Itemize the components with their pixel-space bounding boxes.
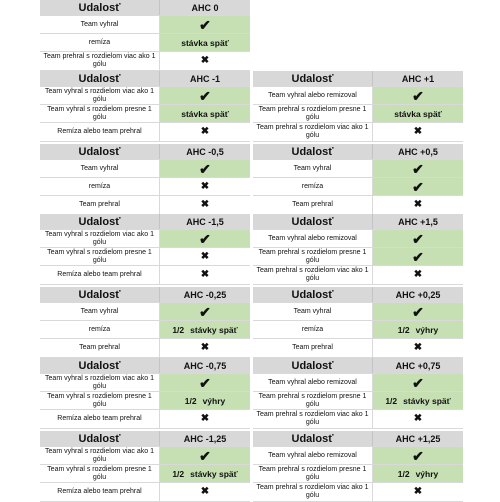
table-header-row [253, 71, 463, 87]
bet-outcome-cell [160, 392, 250, 409]
ahc-line-header: AHC -1 [189, 73, 220, 84]
table-row [40, 16, 250, 34]
table-row [40, 465, 250, 483]
event-description: Team vyhral [40, 160, 160, 177]
table-row [253, 321, 463, 339]
bet-outcome-cell [160, 160, 250, 177]
bet-outcome-cell [160, 16, 250, 33]
bet-outcome-cell [373, 248, 463, 265]
bet-outcome-cell [373, 87, 463, 104]
ahc-line-header: AHC +0,5 [398, 146, 438, 157]
check-icon: ✔ [199, 160, 211, 177]
table-header-row [40, 431, 250, 447]
bet-outcome-cell [373, 483, 463, 501]
table-row [253, 123, 463, 142]
table-header-row [40, 71, 250, 87]
event-description: Team vyhral [253, 160, 373, 177]
event-column-header: Udalosť [253, 287, 373, 302]
event-description: Remíza alebo team prehral [40, 483, 160, 501]
table-row [40, 230, 250, 248]
check-icon: ✔ [412, 160, 424, 177]
table-row [40, 105, 250, 123]
event-description: Team prehral [40, 196, 160, 214]
event-description: remíza [253, 178, 373, 195]
bet-outcome-cell [160, 339, 250, 357]
table-row [40, 303, 250, 321]
table-header-row [40, 358, 250, 374]
bet-outcome-cell [373, 123, 463, 141]
half-fraction: 1/2 [397, 324, 410, 335]
ahc-table [253, 214, 463, 285]
bet-outcome-cell [160, 52, 250, 70]
table-row [40, 321, 250, 339]
ahc-line-header: AHC +1,25 [395, 433, 441, 444]
bet-outcome-cell [160, 321, 250, 338]
ahc-table [253, 431, 463, 502]
ahc-table [40, 71, 250, 142]
ahc-line-header: AHC -1,5 [186, 216, 224, 227]
check-icon: ✔ [199, 374, 211, 391]
table-row [253, 339, 463, 358]
table-header-row [253, 214, 463, 230]
event-description: Team prehral s rozdielom presne 1 gólu [253, 248, 373, 265]
bet-outcome-cell [160, 248, 250, 265]
ahc-table [40, 0, 250, 71]
event-description: Remíza alebo team prehral [40, 410, 160, 428]
event-description: Team vyhral s rozdielom presne 1 gólu [40, 465, 160, 482]
check-icon: ✔ [199, 447, 211, 464]
cross-icon: ✖ [200, 269, 210, 280]
table-row [253, 374, 463, 392]
table-row [40, 248, 250, 266]
cross-icon: ✖ [200, 486, 210, 497]
bet-outcome-cell [160, 230, 250, 247]
check-icon: ✔ [199, 16, 211, 33]
event-column-header: Udalosť [253, 358, 373, 373]
event-description: Team prehral s rozdielom presne 1 gólu [253, 392, 373, 409]
bet-outcome-cell [373, 160, 463, 177]
bet-outcome-cell [373, 230, 463, 247]
event-column-header: Udalosť [40, 71, 160, 86]
ahc-table [253, 287, 463, 358]
table-row [40, 392, 250, 410]
check-icon: ✔ [199, 230, 211, 247]
bet-outcome-cell [373, 321, 463, 338]
table-row [40, 160, 250, 178]
check-icon: ✔ [199, 87, 211, 104]
outcome-text: výhry [415, 468, 439, 479]
event-description: Team vyhral [40, 303, 160, 320]
ahc-line-header: AHC +1,5 [398, 216, 438, 227]
bet-outcome-cell [373, 410, 463, 428]
event-column-header: Udalosť [40, 0, 160, 15]
table-row [40, 339, 250, 358]
event-description: Team vyhral [40, 16, 160, 33]
bet-outcome-cell [373, 178, 463, 195]
cross-icon: ✖ [200, 413, 210, 424]
table-row [40, 34, 250, 52]
bet-outcome-cell [160, 196, 250, 214]
table-row [253, 410, 463, 429]
bet-outcome-cell [373, 465, 463, 482]
check-icon: ✔ [412, 447, 424, 464]
event-description: Team prehral [253, 196, 373, 214]
bet-outcome-cell [160, 465, 250, 482]
outcome-text: stávky späť [190, 324, 238, 335]
table-row [253, 465, 463, 483]
table-row [253, 447, 463, 465]
event-description: Team prehral s rozdielom viac ako 1 gólu [253, 266, 373, 284]
bet-outcome-cell [373, 392, 463, 409]
outcome-text: stávky späť [403, 395, 451, 406]
ahc-table [253, 71, 463, 142]
event-description: Team vyhral s rozdielom presne 1 gólu [40, 105, 160, 122]
event-description: Team vyhral s rozdielom viac ako 1 gólu [40, 447, 160, 464]
event-description: Team prehral s rozdielom viac ako 1 gólu [253, 123, 373, 141]
ahc-line-header: AHC -0,5 [186, 146, 224, 157]
half-fraction: 1/2 [184, 395, 197, 406]
bet-outcome-cell [373, 266, 463, 284]
check-icon: ✔ [412, 248, 424, 265]
table-row [40, 483, 250, 502]
table-row [253, 303, 463, 321]
table-row [40, 410, 250, 429]
event-column-header: Udalosť [253, 71, 373, 86]
event-description: remíza [40, 34, 160, 51]
table-row [40, 178, 250, 196]
ahc-table [40, 144, 250, 215]
bet-outcome-cell [160, 303, 250, 320]
outcome-text: stávka späť [394, 108, 442, 119]
event-column-header: Udalosť [253, 214, 373, 229]
bet-outcome-cell [160, 105, 250, 122]
cross-icon: ✖ [200, 180, 210, 192]
ahc-line-header: AHC -0,25 [183, 289, 227, 300]
table-row [253, 178, 463, 196]
bet-outcome-cell [160, 483, 250, 501]
table-header-row [253, 358, 463, 374]
ahc-table [253, 358, 463, 429]
event-description: Team prehral s rozdielom viac ako 1 gólu [253, 483, 373, 501]
table-row [253, 105, 463, 123]
table-row [253, 483, 463, 502]
ahc-line-header: AHC -1,25 [183, 433, 227, 444]
cross-icon: ✖ [413, 413, 423, 424]
check-icon: ✔ [412, 178, 424, 195]
half-fraction: 1/2 [172, 324, 185, 335]
ahc-table [40, 214, 250, 285]
cross-icon: ✖ [413, 342, 423, 353]
event-description: remíza [40, 178, 160, 195]
event-description: Team prehral s rozdielom presne 1 gólu [253, 465, 373, 482]
bet-outcome-cell [160, 87, 250, 104]
event-description: Team prehral [40, 339, 160, 357]
bet-outcome-cell [373, 105, 463, 122]
event-description: Team vyhral alebo remizoval [253, 374, 373, 391]
event-column-header: Udalosť [253, 431, 373, 446]
event-description: Team vyhral s rozdielom viac ako 1 gólu [40, 230, 160, 247]
check-icon: ✔ [412, 87, 424, 104]
table-row [40, 374, 250, 392]
table-row [253, 392, 463, 410]
table-row [253, 87, 463, 105]
event-description: Remíza alebo team prehral [40, 266, 160, 284]
event-column-header: Udalosť [40, 358, 160, 373]
table-row [253, 160, 463, 178]
cross-icon: ✖ [200, 250, 210, 262]
event-description: Team vyhral alebo remizoval [253, 87, 373, 104]
bet-outcome-cell [373, 374, 463, 391]
table-row [40, 196, 250, 215]
table-header-row [253, 287, 463, 303]
event-description: remíza [40, 321, 160, 338]
cross-icon: ✖ [413, 486, 423, 497]
outcome-text: stávka späť [181, 37, 229, 48]
ahc-table [40, 358, 250, 429]
table-row [253, 248, 463, 266]
table-row [40, 447, 250, 465]
ahc-line-header: AHC +0,25 [395, 289, 441, 300]
event-description: Team prehral s rozdielom viac ako 1 gólu [253, 410, 373, 428]
bet-outcome-cell [373, 303, 463, 320]
outcome-text: výhry [415, 324, 439, 335]
table-row [253, 230, 463, 248]
event-description: Team prehral s rozdielom presne 1 gólu [253, 105, 373, 122]
event-description: Team prehral s rozdielom viac ako 1 gólu [40, 52, 160, 70]
cross-icon: ✖ [413, 199, 423, 210]
table-header-row [40, 0, 250, 16]
bet-outcome-cell [373, 339, 463, 357]
event-description: Team vyhral s rozdielom viac ako 1 gólu [40, 374, 160, 391]
cross-icon: ✖ [200, 199, 210, 210]
ahc-table [253, 144, 463, 215]
table-header-row [40, 144, 250, 160]
outcome-text: stávka späť [181, 108, 229, 119]
table-row [40, 87, 250, 105]
check-icon: ✔ [412, 374, 424, 391]
cross-icon: ✖ [200, 126, 210, 137]
ahc-line-header: AHC +0,75 [395, 360, 441, 371]
event-description: Remíza alebo team prehral [40, 123, 160, 141]
table-row [253, 266, 463, 285]
bet-outcome-cell [160, 34, 250, 51]
event-description: remíza [253, 321, 373, 338]
bet-outcome-cell [160, 410, 250, 428]
event-column-header: Udalosť [40, 214, 160, 229]
cross-icon: ✖ [200, 55, 210, 66]
table-header-row [253, 144, 463, 160]
event-column-header: Udalosť [40, 144, 160, 159]
bet-outcome-cell [160, 266, 250, 284]
outcome-text: stávky späť [190, 468, 238, 479]
event-column-header: Udalosť [40, 287, 160, 302]
bet-outcome-cell [160, 447, 250, 464]
event-description: Team vyhral alebo remizoval [253, 447, 373, 464]
cross-icon: ✖ [413, 126, 423, 137]
event-description: Team vyhral s rozdielom viac ako 1 gólu [40, 87, 160, 104]
table-row [40, 52, 250, 71]
ahc-line-header: AHC +1 [401, 73, 435, 84]
ahc-table [40, 287, 250, 358]
table-row [253, 196, 463, 215]
check-icon: ✔ [199, 303, 211, 320]
check-icon: ✔ [412, 230, 424, 247]
bet-outcome-cell [373, 196, 463, 214]
event-column-header: Udalosť [253, 144, 373, 159]
table-row [40, 123, 250, 142]
cross-icon: ✖ [413, 269, 423, 280]
table-header-row [253, 431, 463, 447]
bet-outcome-cell [160, 123, 250, 141]
table-header-row [40, 214, 250, 230]
check-icon: ✔ [412, 303, 424, 320]
event-description: Team vyhral s rozdielom presne 1 gólu [40, 248, 160, 265]
ahc-line-header: AHC -0,75 [183, 360, 227, 371]
event-description: Team prehral [253, 339, 373, 357]
table-row [40, 266, 250, 285]
ahc-table [40, 431, 250, 502]
bet-outcome-cell [373, 447, 463, 464]
bet-outcome-cell [160, 374, 250, 391]
event-description: Team vyhral s rozdielom presne 1 gólu [40, 392, 160, 409]
event-description: Team vyhral [253, 303, 373, 320]
half-fraction: 1/2 [385, 395, 398, 406]
event-column-header: Udalosť [40, 431, 160, 446]
outcome-text: výhry [202, 395, 226, 406]
ahc-line-header: AHC 0 [191, 2, 219, 13]
half-fraction: 1/2 [397, 468, 410, 479]
half-fraction: 1/2 [172, 468, 185, 479]
table-header-row [40, 287, 250, 303]
cross-icon: ✖ [200, 342, 210, 353]
bet-outcome-cell [160, 178, 250, 195]
event-description: Team vyhral alebo remizoval [253, 230, 373, 247]
